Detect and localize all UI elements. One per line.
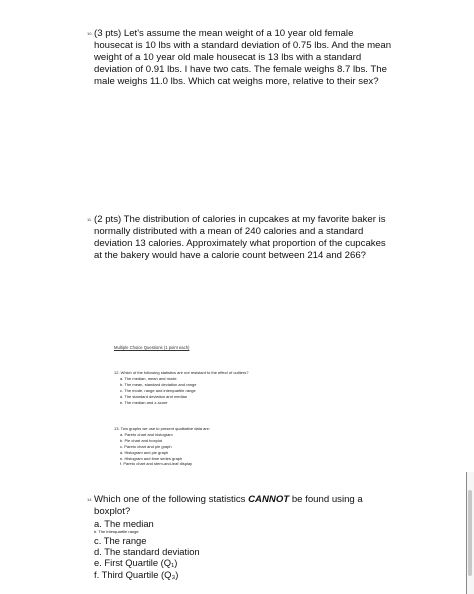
stem-emphasis: CANNOT <box>248 494 290 505</box>
option-c: c. The mode, range and interquartile range <box>120 387 196 393</box>
option-b: b. The interquartile range <box>94 529 139 535</box>
option-c: c. Pareto chart and pie graph <box>120 443 172 449</box>
question-13 <box>114 426 314 467</box>
question-12 <box>114 370 314 405</box>
option-a: a. The median, mean and mode <box>120 375 177 381</box>
vertical-scrollbar[interactable] <box>466 472 474 594</box>
option-d: d. The standard deviation <box>94 546 200 558</box>
option-d: d. Histogram and pie graph <box>120 449 169 455</box>
option-b: b. Pie chart and boxplot <box>120 437 163 443</box>
question-number: 10. <box>87 31 93 36</box>
question-14 <box>87 494 394 580</box>
option-e: e. First Quartile (Q₁) <box>94 557 178 569</box>
option-d: d. The standard deviation and median <box>120 393 188 399</box>
multiple-choice-heading: Multiple Choice Questions (1 point each) <box>114 345 190 350</box>
question-10 <box>87 28 394 88</box>
question-stem <box>94 494 394 518</box>
option-e: e. Histogram and time series graph <box>120 455 183 461</box>
option-f: f. Third Quartile (Q₃) <box>94 568 179 580</box>
question-stem: 12. Which of the following statistics are not resistant to the effect of outliers? <box>114 370 249 375</box>
scrollbar-thumb[interactable] <box>468 490 472 576</box>
stem-after: be found using a boxplot? <box>94 494 363 518</box>
options-list <box>94 518 394 580</box>
question-number: 14. <box>87 497 93 502</box>
option-a: a. The median <box>94 518 154 530</box>
question-text: (3 pts) Let's assume the mean weight of a 10 year old female housecat is 10 lbs with a standard deviation of 0.75 lbs. And the mean weight of a 10 year old male housecat is 13 lbs with a standard deviation of 0.91 lbs. I have two cats. The female weighs 8.7 lbs. The male weighs 11.0 lbs. Which cat weighs more, relative to their sex? <box>94 28 392 88</box>
option-e: e. The median and z-score <box>120 399 168 405</box>
question-stem: 13. Two graphs we use to present qualitative data are: <box>114 426 210 431</box>
question-11 <box>87 214 394 262</box>
stem-before: Which one of the following statistics <box>94 494 249 505</box>
option-f: f. Pareto chart and stem-and-leaf display <box>120 461 193 467</box>
question-text: (2 pts) The distribution of calories in cupcakes at my favorite baker is normally distributed with a mean of 240 calories and a standard deviation 13 calories. Approximately what proportion of the cupcakes at the bakery would have a calorie count between 214 and 266? <box>94 214 386 262</box>
option-b: b. The mean, standard deviation and range <box>120 381 197 387</box>
question-number: 11. <box>87 217 93 222</box>
option-c: c. The range <box>94 534 147 546</box>
option-a: a. Pareto chart and histogram <box>120 431 173 437</box>
